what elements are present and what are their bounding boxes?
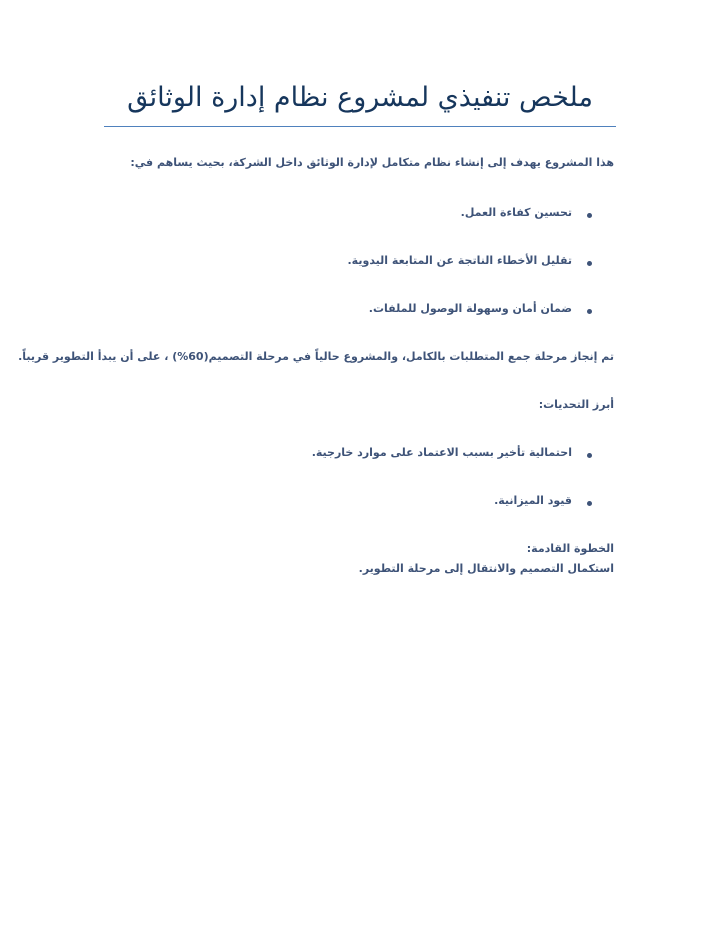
next-step-text: استكمال التصميم والانتقال إلى مرحلة التطوير.: [358, 562, 614, 575]
status-paragraph: تم إنجاز مرحلة جمع المتطلبات بالكامل، والمشروع حالياً في مرحلة التصميم(60%) ، على أن يبدأ التطوير قريباً.: [18, 350, 614, 363]
bullet-icon: [587, 309, 592, 314]
goal-item: ضمان أمان وسهولة الوصول للملفات.: [368, 302, 572, 315]
challenge-item: احتمالية تأخير بسبب الاعتماد على موارد خارجية.: [311, 446, 572, 459]
goal-item: تقليل الأخطاء الناتجة عن المتابعة اليدوية.: [347, 254, 572, 267]
goal-item: تحسين كفاءة العمل.: [460, 206, 572, 219]
bullet-icon: [587, 453, 592, 458]
bullet-icon: [587, 501, 592, 506]
intro-paragraph: هذا المشروع يهدف إلى إنشاء نظام متكامل لإدارة الوثائق داخل الشركة، بحيث يساهم في:: [130, 156, 614, 169]
challenge-item: قيود الميزانية.: [494, 494, 572, 507]
title-divider: [104, 126, 616, 127]
bullet-icon: [587, 261, 592, 266]
challenges-heading: أبرز التحديات:: [538, 398, 614, 411]
bullet-icon: [587, 213, 592, 218]
next-step-heading: الخطوة القادمة:: [526, 542, 614, 555]
page-title: ملخص تنفيذي لمشروع نظام إدارة الوثائق: [127, 82, 593, 113]
